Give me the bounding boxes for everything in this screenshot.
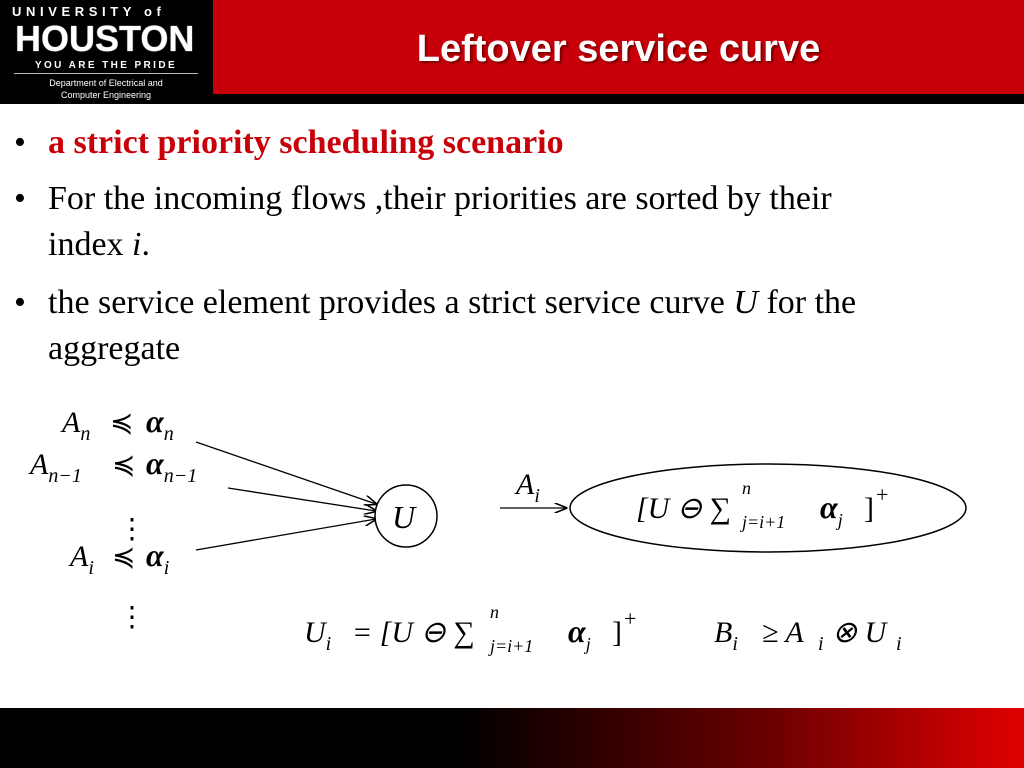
arrow-flow-n-minus-1 xyxy=(228,488,376,511)
svg-text:≥ A: ≥ A xyxy=(762,616,804,649)
svg-text:+: + xyxy=(624,606,637,631)
variable-i: i xyxy=(132,226,142,263)
arrow-flow-i xyxy=(196,519,376,550)
svg-text:αi: $\alpha_i$ xyxy=(146,537,170,579)
svg-text:[U ⊖ ∑: [U ⊖ ∑ xyxy=(636,492,731,525)
arrow-flow-n xyxy=(196,442,376,504)
bullet-text-line-1: For the incoming flows ,their priorities are sorted by their xyxy=(48,180,832,217)
title-band xyxy=(213,0,1024,94)
variable-U: U xyxy=(733,284,758,321)
bullet-text-line-2: aggregate xyxy=(48,330,181,367)
svg-text:αj: $\alpha_j$ xyxy=(568,613,591,654)
department-line-1: Department of Electrical and xyxy=(49,78,163,88)
leftover-ellipse xyxy=(570,464,966,552)
title-band-underline xyxy=(213,94,1024,104)
svg-text:αj: $\alpha_j$ xyxy=(820,489,843,530)
svg-text:≼: ≼ xyxy=(112,450,136,481)
slide-title: Leftover service curve xyxy=(416,28,821,70)
svg-text:+: + xyxy=(876,482,889,507)
svg-text:n: n xyxy=(742,478,751,498)
university-logo xyxy=(0,0,210,104)
logo-houston-text: HOUSTON xyxy=(15,18,195,59)
svg-text:Bi: $B_i$ xyxy=(714,616,738,655)
svg-text:= [U ⊖ ∑: = [U ⊖ ∑ xyxy=(352,616,475,649)
svg-text:An−1: $A_{n-1}$ xyxy=(30,448,82,487)
logo-department xyxy=(14,73,198,101)
svg-text:i: i xyxy=(896,633,902,655)
bullet-marker: • xyxy=(14,180,26,217)
flow-label-n-minus-1 xyxy=(28,445,197,487)
text-prefix: index xyxy=(48,226,133,263)
footer-gradient-bar xyxy=(0,708,1024,768)
bullet-marker: • xyxy=(14,124,26,161)
svg-text:n: n xyxy=(490,602,499,622)
svg-text:j=i+1: j=i+1 xyxy=(742,512,786,532)
bullet-text: a strict priority scheduling scenario xyxy=(48,124,564,161)
logo-tagline: YOU ARE THE PRIDE xyxy=(34,60,178,71)
scheduling-diagram xyxy=(0,390,1024,710)
svg-text:]: ] xyxy=(864,492,874,525)
edge-label-Ai xyxy=(514,468,540,507)
bullet-text-line-2 xyxy=(48,222,150,268)
bottom-formula-Bi xyxy=(714,616,902,655)
department-line-2: Computer Engineering xyxy=(60,90,152,100)
svg-text:i: i xyxy=(818,633,824,655)
svg-text:]: ] xyxy=(612,616,622,649)
logo-university-text: UNIVERSITY of xyxy=(12,4,166,19)
svg-text:αn: $\alpha_n$ xyxy=(146,403,174,445)
svg-text:⊗ U: ⊗ U xyxy=(832,616,887,649)
svg-text:≼: ≼ xyxy=(110,408,134,439)
svg-text:Ai: $A_i$ xyxy=(516,468,540,507)
text-suffix: . xyxy=(141,226,150,263)
bottom-formula-Ui xyxy=(304,602,636,656)
vertical-ellipsis-2: ⋮ xyxy=(118,602,146,633)
text-suffix: for the xyxy=(757,284,857,321)
svg-text:An: $A_n$ xyxy=(62,406,91,445)
svg-text:j=i+1: j=i+1 xyxy=(490,636,534,656)
service-node-label: U xyxy=(392,499,416,535)
header-bar xyxy=(0,0,1024,104)
bullet-text-line-1 xyxy=(48,280,856,326)
vertical-ellipsis-1: ⋮ xyxy=(118,514,146,545)
bullet-marker: • xyxy=(14,284,26,321)
svg-text:Ui: $U_i$ xyxy=(304,616,332,655)
flow-label-i xyxy=(68,537,169,579)
flow-label-n xyxy=(60,403,174,445)
text-prefix: the service element provides a strict service curve xyxy=(48,284,734,321)
svg-text:Ai: $A_i$ xyxy=(70,540,94,579)
svg-text:≼: ≼ xyxy=(112,542,136,573)
svg-text:αn−1: $\alpha_{n-1}$ xyxy=(146,445,198,487)
